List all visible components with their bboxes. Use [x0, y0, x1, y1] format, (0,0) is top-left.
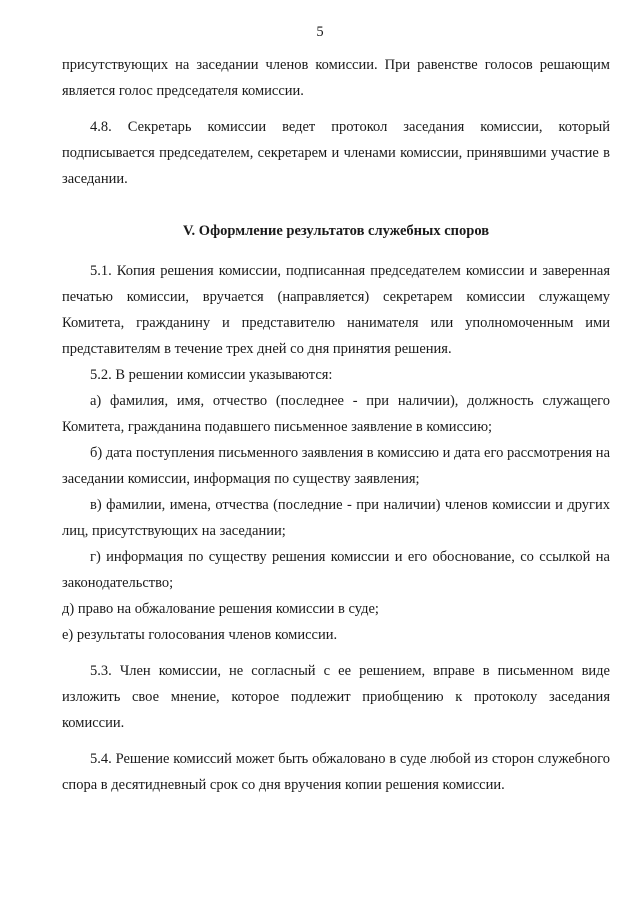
paragraph-5-2: 5.2. В решении комиссии указываются:: [90, 367, 333, 383]
list-item-v: в) фамилии, имена, отчества (последние - при наличии) членов комиссии и других лиц, присутствующих на заседании;: [62, 497, 610, 539]
paragraph-4-8: 4.8. Секретарь комиссии ведет протокол заседания комиссии, который подписывается председателем, секретарем и членами комиссии, принявшими участие в заседании.: [62, 119, 610, 187]
list-item-d: д) право на обжалование решения комиссии в суде;: [62, 601, 379, 617]
list-item-g: г) информация по существу решения комиссии и его обоснование, со ссылкой на законодательство;: [62, 549, 610, 591]
list-item-b: б) дата поступления письменного заявления в комиссию и дата его рассмотрения на заседании комиссии, информация по существу заявления;: [62, 445, 610, 487]
paragraph-5-4: 5.4. Решение комиссий может быть обжаловано в суде любой из сторон служебного спора в десятидневный срок со дня вручения копии решения комиссии.: [62, 751, 610, 793]
list-item-e: е) результаты голосования членов комиссии.: [62, 627, 338, 643]
paragraph-continuation: присутствующих на заседании членов комиссии. При равенстве голосов решающим является голос председателя комиссии.: [62, 57, 610, 99]
paragraph-5-3: 5.3. Член комиссии, не согласный с ее решением, вправе в письменном виде изложить свое мнение, которое подлежит приобщению к протоколу заседания комиссии.: [62, 663, 610, 731]
list-item-a: а) фамилия, имя, отчество (последнее - при наличии), должность служащего Комитета, гражданина подавшего письменное заявление в комиссию;: [62, 393, 610, 435]
paragraph-5-1: 5.1. Копия решения комиссии, подписанная председателем комиссии и заверенная печатью комиссии, вручается (направляется) секретарем комиссии служащему Комитета, гражданину и представителю нанимателя или уполномоченным ими представителям в течение трех дней со дня принятия решения.: [62, 263, 610, 357]
page-number: 5: [316, 24, 324, 40]
document-body: [62, 52, 610, 798]
section-heading: V. Оформление результатов служебных споров: [182, 223, 490, 239]
